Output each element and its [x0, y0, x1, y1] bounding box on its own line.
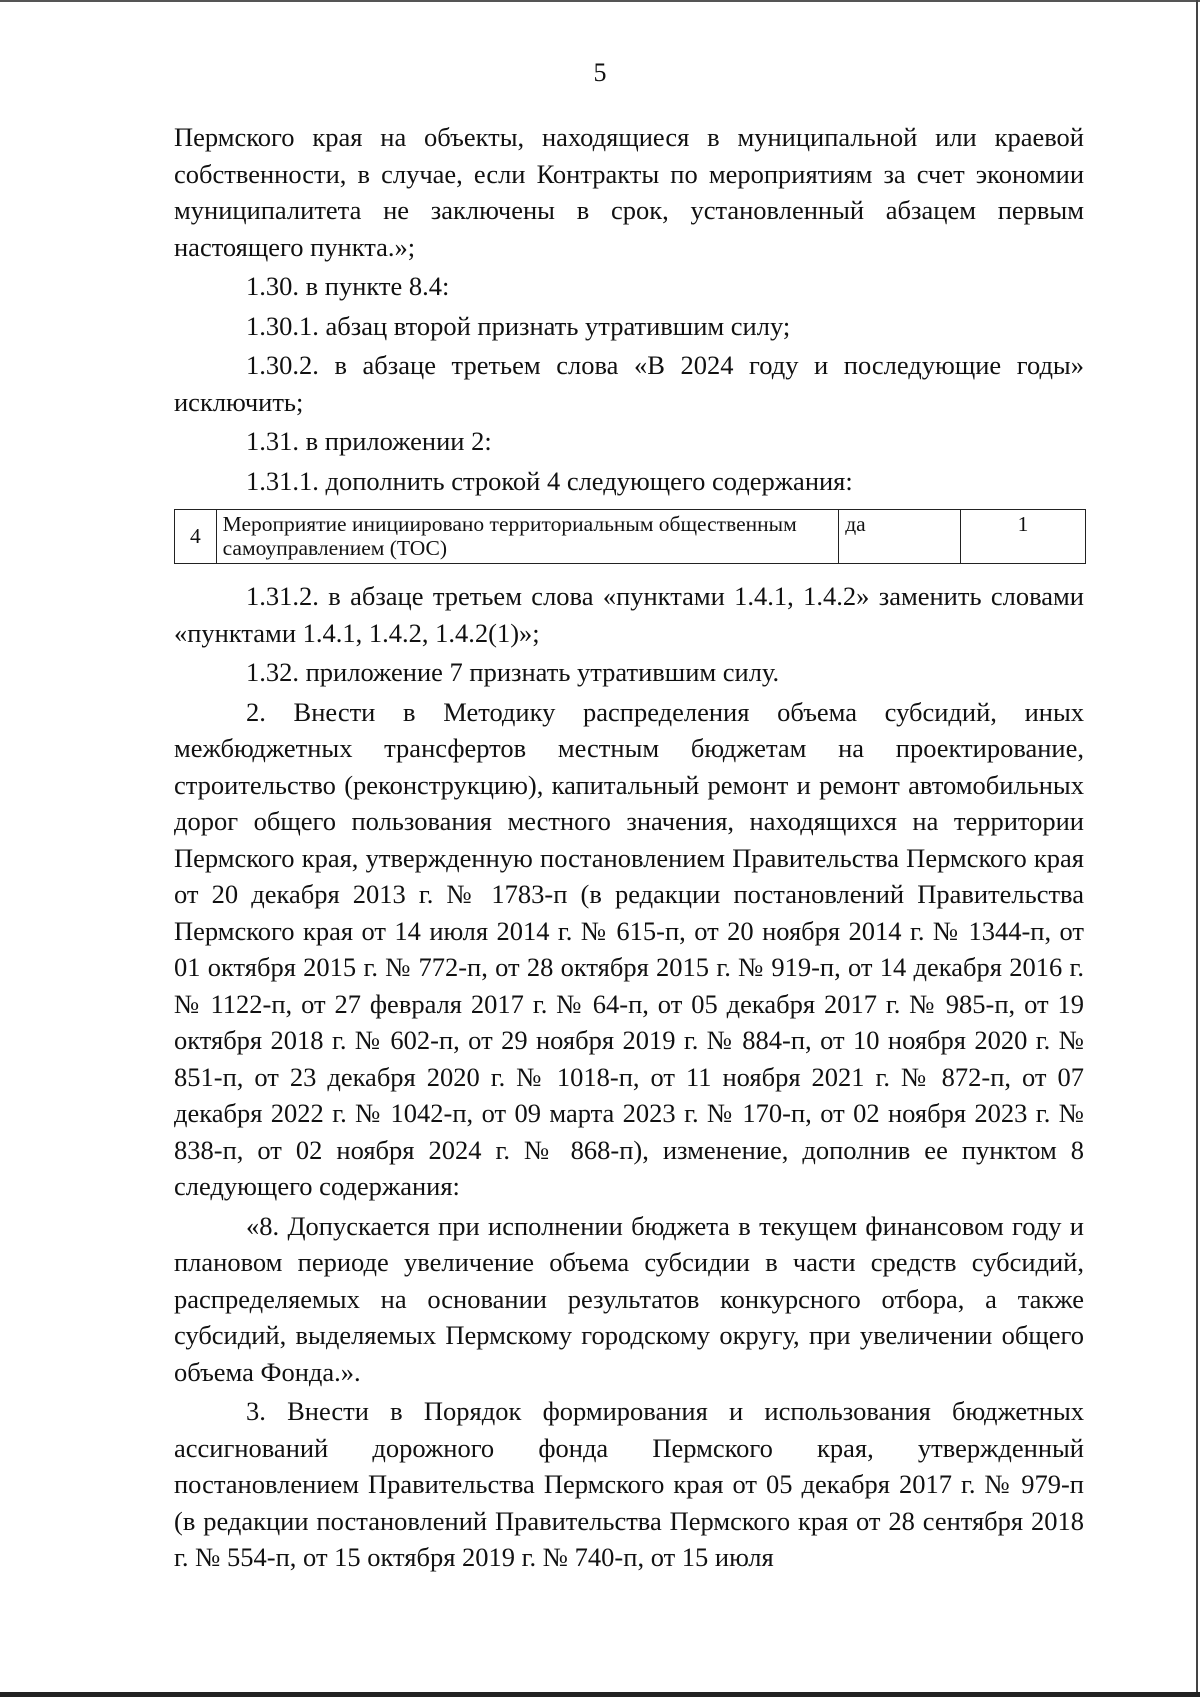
- paragraph-item-1-31-2: 1.31.2. в абзаце третьем слова «пунктами 1.4.1, 1.4.2» заменить словами «пунктами 1.4.1, 1.4.2, 1.4.2(1)»;: [174, 581, 1084, 648]
- paragraph-item-1-32: 1.32. приложение 7 признать утратившим силу.: [246, 657, 780, 687]
- paragraph-item-1-30-1: 1.30.1. абзац второй признать утратившим силу;: [246, 310, 791, 341]
- table-cell-number: 4: [175, 510, 217, 564]
- paragraph-item-1-31-1: 1.31.1. дополнить строкой 4 следующего содержания:: [246, 465, 853, 496]
- paragraph-item-1-30: 1.30. в пункте 8.4:: [246, 271, 450, 301]
- table-row: [175, 510, 1086, 564]
- page-number: 5: [593, 58, 607, 87]
- paragraph-quote-8: «8. Допускается при исполнении бюджета в текущем финансовом году и плановом периоде увеличение объема субсидии в части средств субсидий, распределяемых на основании результатов конкурсного отбора, а также субсидий, выделяемых Пермскому городскому округу, при увеличении общего объема Фонда.».: [174, 1210, 1084, 1387]
- table-cell-flag: да: [839, 510, 961, 564]
- paragraph-item-1-31: 1.31. в приложении 2:: [246, 426, 492, 456]
- scan-edge-bottom: [0, 1692, 1200, 1697]
- table-cell-value: 1: [961, 510, 1086, 564]
- paragraph-item-2: 2. Внести в Методику распределения объема субсидий, иных межбюджетных трансфертов местным бюджетам на проектирование, строительство (реконструкцию), капитальный ремонт и ремонт автомобильных дорог общего пользования местного значения, находящихся на территории Пермского края, утвержденную постановлением Правительства Пермского края от 20 декабря 2013 г. № 1783-п (в редакции постановлений Правительства Пермского края от 14 июля 2014 г. № 615-п, от 20 ноября 2014 г. № 1344-п, от 01 октября 2015 г. № 772-п, от 28 октября 2015 г. № 919-п, от 14 декабря 2016 г. № 1122-п, от 27 февраля 2017 г. № 64-п, от 05 декабря 2017 г. № 985-п, от 19 октября 2018 г. № 602-п, от 29 ноября 2019 г. № 884-п, от 10 ноября 2020 г. № 851-п, от 23 декабря 2020 г. № 1018-п, от 11 ноября 2021 г. № 872-п, от 07 декабря 2022 г. № 1042-п, от 09 марта 2023 г. № 170-п, от 02 ноября 2023 г. № 838-п, от 02 ноября 2024 г. № 868-п), изменение, дополнив ее пунктом 8 следующего содержания:: [174, 696, 1084, 1201]
- paragraph-item-3: 3. Внести в Порядок формирования и использования бюджетных ассигнований дорожного фонда Пермского края, утвержденный постановлением Правительства Пермского края от 05 декабря 2017 г. № 979-п (в редакции постановлений Правительства Пермского края от 28 сентября 2018 г. № 554-п, от 15 октября 2019 г. № 740-п, от 15 июля: [174, 1396, 1084, 1572]
- document-body: [174, 119, 1084, 1576]
- scan-edge-right: [1196, 0, 1198, 1697]
- scan-edge-top: [0, 0, 1200, 2]
- table-cell-text: Мероприятие инициировано территориальным общественным самоуправлением (ТОС): [216, 510, 839, 564]
- appendix-table: [174, 509, 1086, 564]
- paragraph-item-1-30-2: 1.30.2. в абзаце третьем слова «В 2024 году и последующие годы» исключить;: [174, 350, 1084, 417]
- paragraph-continuation: Пермского края на объекты, находящиеся в муниципальной или краевой собственности, в случае, если Контракты по мероприятиям за счет экономии муниципалитета не заключены в срок, установленный абзацем первым настоящего пункта.»;: [174, 122, 1084, 262]
